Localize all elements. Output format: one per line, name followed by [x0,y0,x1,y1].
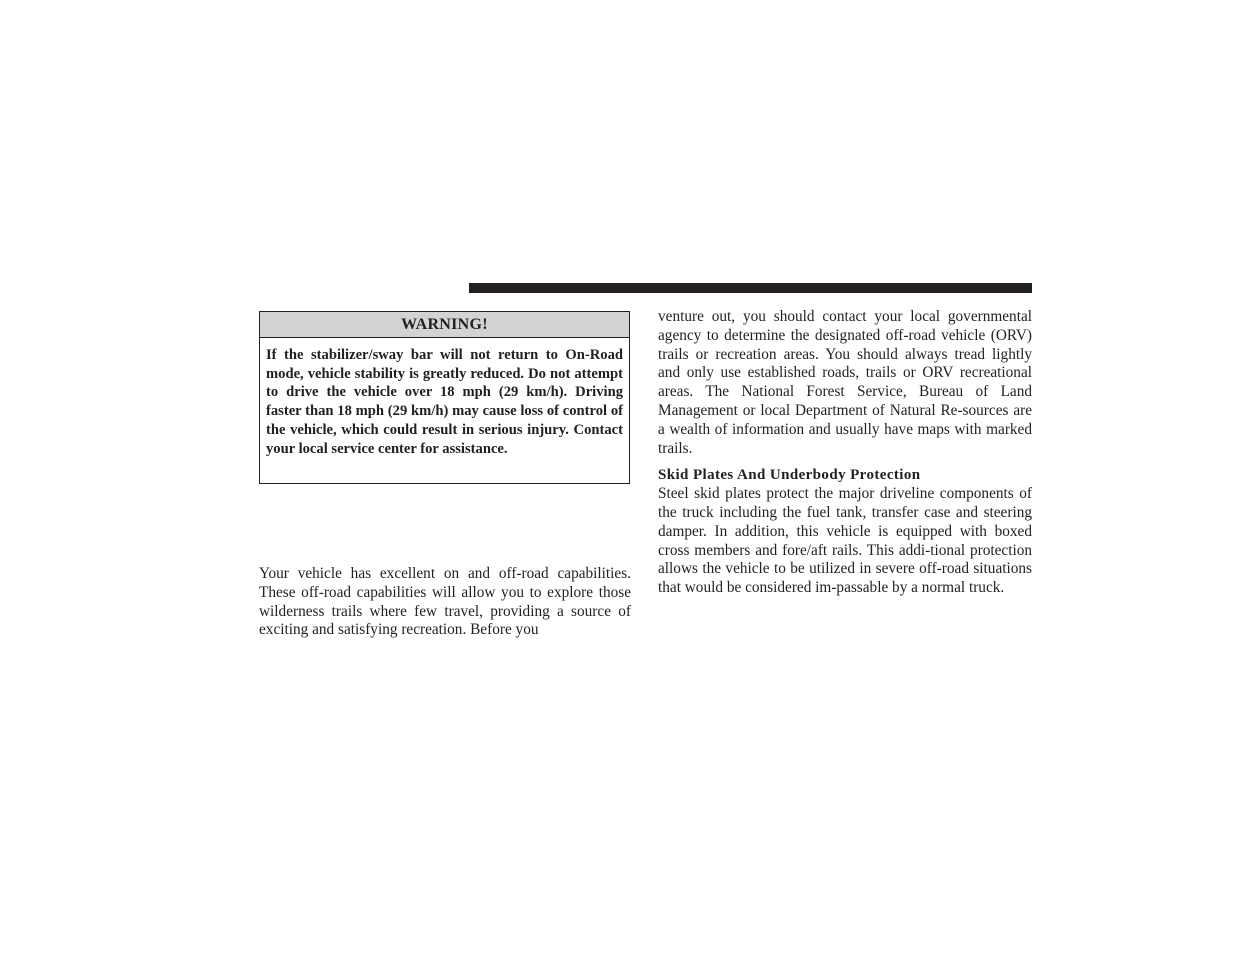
skid-plates-paragraph: Steel skid plates protect the major driveline components of the truck including the fuel tank, transfer case and steering damper. In addition, this vehicle is equipped with boxed cross members and fore/aft rails. This addi-tional protection allows the vehicle to be utilized in severe off-road situations that would be considered im-passable by a normal truck. [658,485,1032,597]
right-column [658,308,1032,598]
warning-box [259,311,630,484]
warning-text: If the stabilizer/sway bar will not return to On-Road mode, vehicle stability is greatly reduced. Do not attempt to drive the vehicle over 18 mph (29 km/h). Driving faster than 18 mph (29 km/h) may cause loss of control of the vehicle, which could result in serious injury. Contact your local service center for assistance. [266,347,623,457]
intro-paragraph: Your vehicle has excellent on and off-road capabilities. These off-road capabilities will allow you to explore those wilderness trails where few travel, providing a source of exciting and satisfying recreation. Before you [259,565,631,639]
header-rule [469,283,1032,293]
continued-paragraph: venture out, you should contact your local governmental agency to determine the designated off-road vehicle (ORV) trails or recreation areas. You should always tread lightly and only use established roads, trails or ORV recreational areas. The National Forest Service, Bureau of Land Management or local Department of Natural Re-sources are a wealth of information and usually have maps with marked trails. [658,308,1032,457]
warning-title: WARNING! [260,312,629,338]
section-heading-skid-plates: Skid Plates And Underbody Protection [658,467,921,484]
